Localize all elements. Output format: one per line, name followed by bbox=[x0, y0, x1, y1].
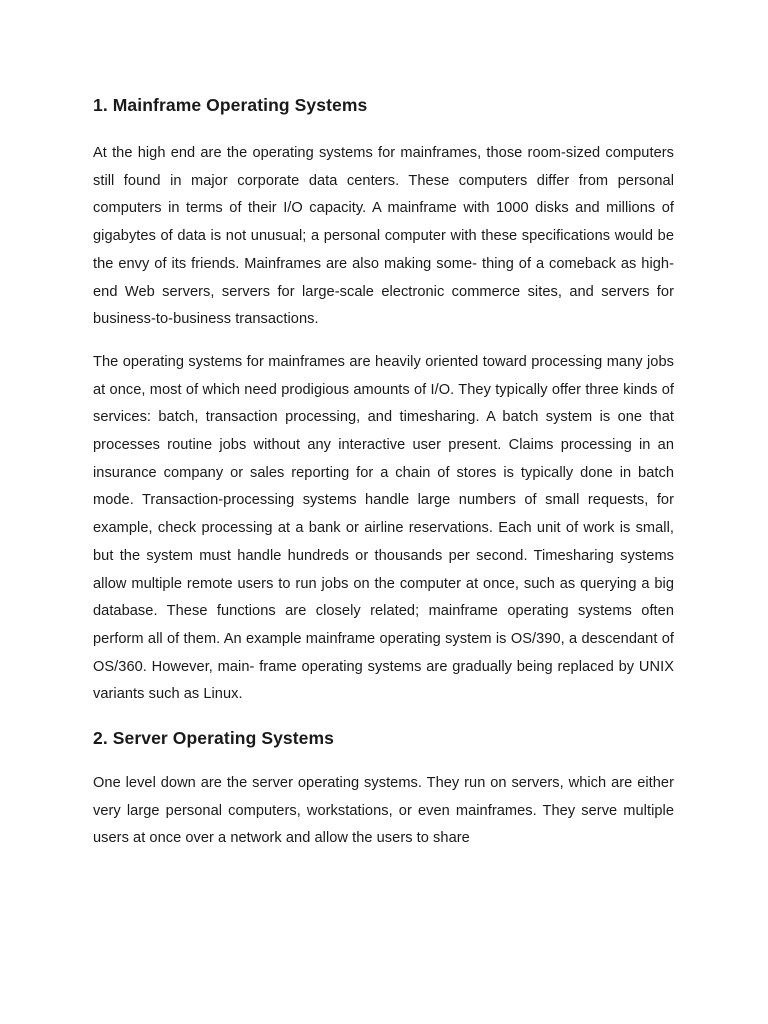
paragraph-mainframe-services: The operating systems for mainframes are heavily oriented toward processing many jobs at once, most of which need prodigious amounts of I/O. They typically offer three kinds of services: batch, transaction processing, and timesharing. A batch system is one that processes routine jobs without any interactive user present. Claims processing in an insurance company or sales reporting for a chain of stores is typically done in batch mode. Transaction-processing systems handle large numbers of small requests, for example, check processing at a bank or airline reservations. Each unit of work is small, but the system must handle hundreds or thousands per second. Timesharing systems allow multiple remote users to run jobs on the computer at once, such as querying a big database. These functions are closely related; mainframe operating systems often perform all of them. An example mainframe operating system is OS/390, a descendant of OS/360. However, main- frame operating systems are gradually being replaced by UNIX variants such as Linux. bbox=[93, 353, 674, 703]
section-heading-mainframe: 1. Mainframe Operating Systems bbox=[93, 95, 368, 115]
section-heading-server: 2. Server Operating Systems bbox=[93, 728, 335, 749]
paragraph-mainframe-intro: At the high end are the operating systems for mainframes, those room-sized computers still found in major corporate data centers. These computers differ from personal computers in terms of their I/O capacity. A mainframe with 1000 disks and millions of gigabytes of data is not unusual; a personal computer with these specifications would be the envy of its friends. Mainframes are also making some- thing of a comeback as high-end Web servers, servers for large-scale electronic commerce sites, and servers for business-to-business transactions. bbox=[93, 145, 674, 328]
document-page bbox=[93, 92, 674, 853]
paragraph-server-intro: One level down are the server operating systems. They run on servers, which are either very large personal computers, workstations, or even mainframes. They serve multiple users at once over a network and allow the users to share bbox=[93, 775, 674, 847]
